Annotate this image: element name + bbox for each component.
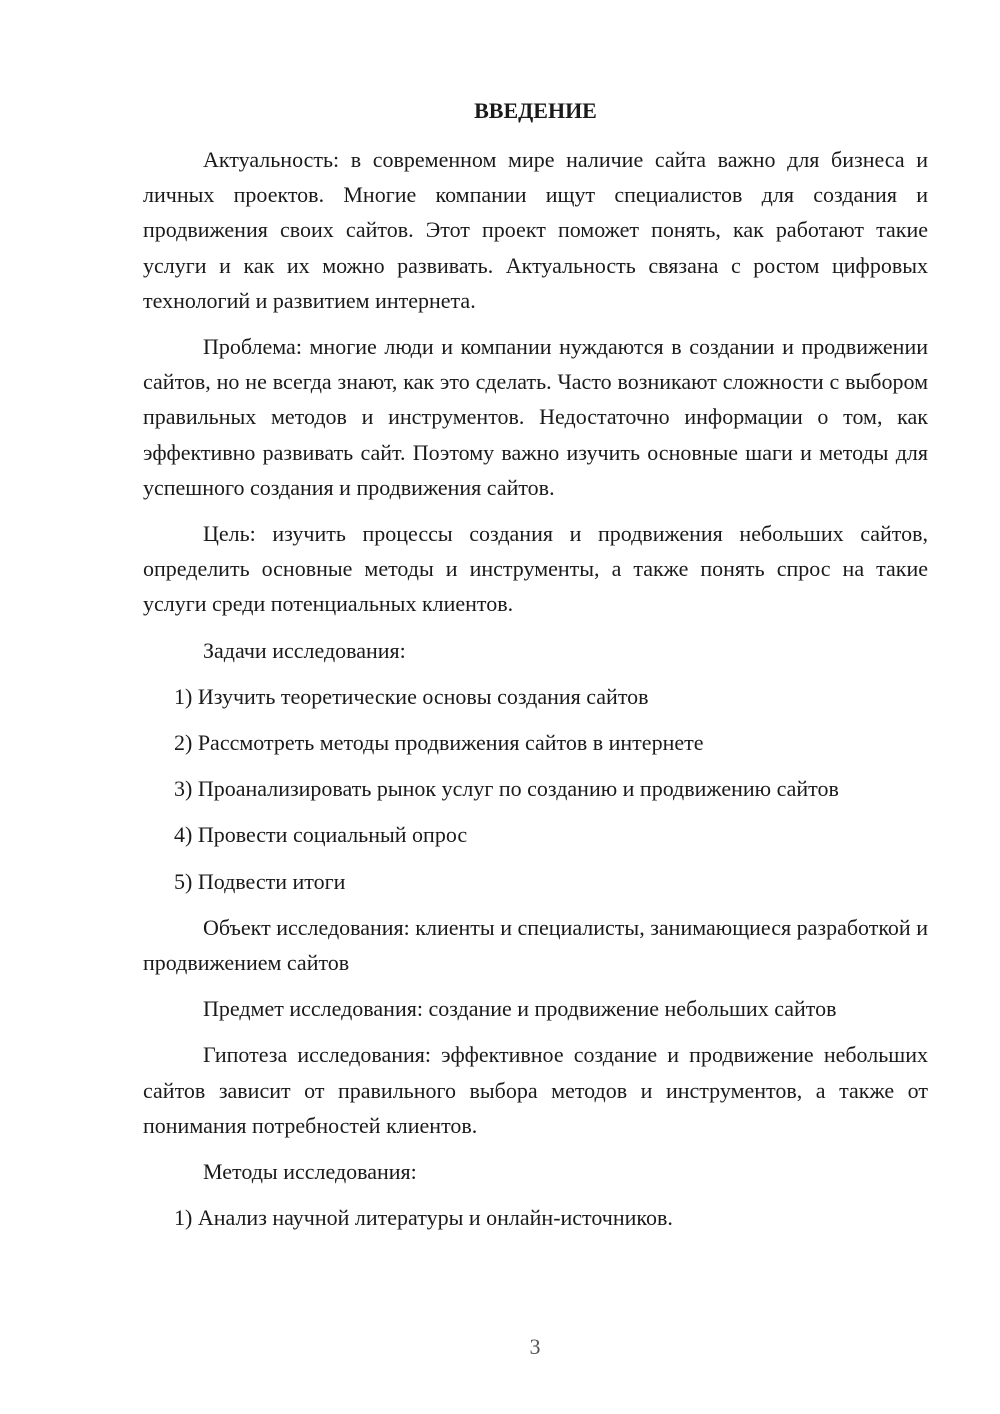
paragraph-tasks-title: Задачи исследования: — [203, 637, 406, 663]
paragraph-hypothesis: Гипотеза исследования: эффективное создание и продвижение небольших сайтов зависит от правильного выбора методов и инструментов, а также от понимания потребностей клиентов. — [143, 1042, 928, 1138]
document-page — [143, 95, 928, 1246]
paragraph-problem: Проблема: многие люди и компании нуждаются в создании и продвижении сайтов, но не всегда знают, как это сделать. Часто возникают сложности с выбором правильных методов и инструментов. Недостаточно информации о том, как эффективно развивать сайт. Поэтому важно изучить основные шаги и методы для успешного создания и продвижения сайтов. — [143, 334, 928, 500]
list-item-method-1: 1) Анализ научной литературы и онлайн-источников. — [174, 1205, 673, 1231]
list-item-task-3: 3) Проанализировать рынок услуг по созданию и продвижению сайтов — [174, 776, 839, 802]
paragraph-methods-title: Методы исследования: — [203, 1159, 417, 1185]
paragraph-relevance: Актуальность: в современном мире наличие сайта важно для бизнеса и личных проектов. Многие компании ищут специалистов для создания и продвижения своих сайтов. Этот проект поможет понять, как работают такие услуги и как их можно развивать. Актуальность связана с ростом цифровых технологий и развитием интернета. — [143, 147, 928, 313]
list-item-task-2: 2) Рассмотреть методы продвижения сайтов в интернете — [174, 730, 704, 756]
paragraph-goal: Цель: изучить процессы создания и продвижения небольших сайтов, определить основные методы и инструменты, а также понять спрос на такие услуги среди потенциальных клиентов. — [143, 521, 928, 617]
page-number: 3 — [529, 1334, 541, 1359]
list-item-task-1: 1) Изучить теоретические основы создания сайтов — [174, 683, 649, 709]
paragraph-subject: Предмет исследования: создание и продвижение небольших сайтов — [203, 996, 837, 1022]
list-item-task-4: 4) Провести социальный опрос — [174, 822, 468, 848]
paragraph-object: Объект исследования: клиенты и специалисты, занимающиеся разработкой и продвижением сайтов — [143, 914, 928, 976]
section-heading: ВВЕДЕНИЕ — [474, 98, 597, 123]
list-item-task-5: 5) Подвести итоги — [174, 868, 346, 894]
